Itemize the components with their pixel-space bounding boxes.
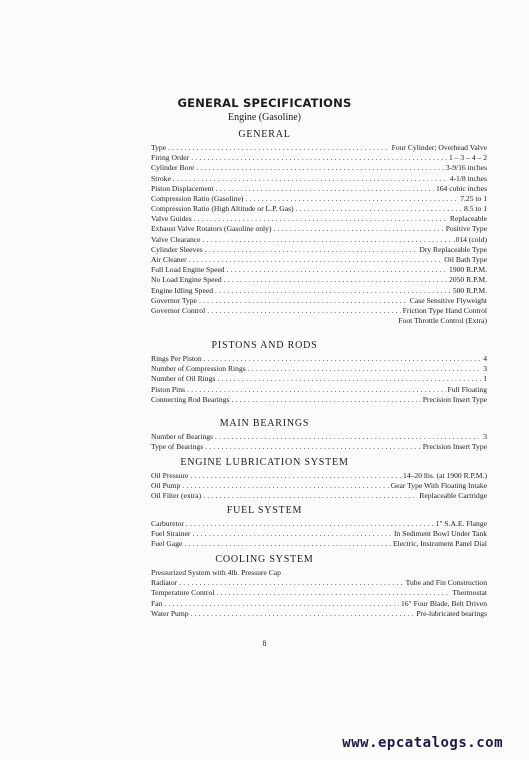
spec-label: Compression Ratio (High Altitude or L.P. Gas) [151, 204, 294, 214]
spec-value: 1" S.A.E. Flange [435, 518, 487, 528]
page-title: GENERAL SPECIFICATIONS [177, 96, 352, 110]
spec-value: 164 cubic inches [435, 183, 487, 193]
dot-leader [191, 609, 415, 619]
dot-leader [216, 588, 450, 598]
spec-value: Dry Replaceable Type [419, 244, 487, 254]
spec-value: 14–20 lbs. (at 1900 R.P.M.) [403, 470, 487, 480]
spec-value: 4-1/8 inches [449, 173, 487, 183]
spec-row [151, 529, 487, 539]
dot-leader [205, 442, 421, 452]
spec-list [151, 471, 487, 502]
dot-leader [217, 374, 481, 384]
spec-row [151, 519, 487, 529]
spec-row [151, 395, 487, 405]
spec-label: Temperature Control [151, 588, 215, 598]
spec-list [151, 432, 487, 452]
spec-value: 16" Four Blade, Belt Driven [401, 598, 487, 608]
spec-row [151, 235, 487, 245]
spec-label: Fuel Strainer [151, 529, 191, 539]
spec-value: Electric, Instrument Panel Dial [392, 539, 487, 549]
spec-list [151, 519, 487, 550]
spec-row [151, 184, 487, 194]
dot-leader [179, 578, 403, 588]
spec-value: 1 [483, 374, 487, 384]
page-subtitle: Engine (Gasoline) [227, 112, 302, 123]
spec-row [151, 471, 487, 481]
spec-label: Rings Per Piston [151, 353, 202, 363]
spec-row [151, 578, 487, 588]
dot-leader [191, 153, 447, 163]
spec-row [151, 194, 487, 204]
spec-value: Positive Type [445, 224, 487, 234]
dot-leader [189, 255, 443, 265]
spec-row [151, 153, 487, 163]
dot-leader [224, 275, 447, 285]
spec-row [151, 364, 487, 374]
spec-row [151, 265, 487, 275]
spec-label: Engine Idling Speed [151, 285, 214, 295]
spec-value: 3 [483, 431, 487, 441]
spec-label: Full Load Engine Speed [151, 265, 225, 275]
spec-row [151, 316, 487, 326]
dot-leader [215, 286, 451, 296]
spec-value: Gear Type With Floating Intake [390, 481, 487, 491]
spec-row [151, 225, 487, 235]
spec-value: Foot Throttle Control (Extra) [398, 316, 487, 326]
spec-value: Full Floating [447, 384, 487, 394]
watermark-text: www.epcatalogs.com [342, 735, 503, 751]
section-heading: COOLING SYSTEM [215, 554, 314, 565]
spec-value: 1 – 3 – 4 – 2 [449, 153, 487, 163]
dot-leader [205, 245, 418, 255]
dot-leader [231, 395, 420, 405]
spec-label: Governor Type [151, 295, 197, 305]
spec-label: Oil Pump [151, 481, 181, 491]
spec-label: Piston Pins [151, 384, 185, 394]
spec-label: Valve Clearance [151, 234, 201, 244]
spec-label: Number of Compression Rings [151, 364, 246, 374]
spec-label: No Load Engine Speed [151, 275, 222, 285]
spec-label: Type of Bearings [151, 442, 204, 452]
dot-leader [245, 194, 458, 204]
spec-row [151, 286, 487, 296]
spec-value: 3-9/16 inches [445, 163, 487, 173]
section-heading: PISTONS AND RODS [211, 340, 318, 351]
spec-list [151, 143, 487, 326]
spec-label: Compression Ratio (Gasoline) [151, 193, 244, 203]
dot-leader [187, 385, 446, 395]
spec-value: .014 (cold) [453, 234, 487, 244]
spec-value: 4 [483, 353, 487, 363]
spec-label: Fan [151, 598, 163, 608]
dot-leader [190, 471, 401, 481]
dot-leader [207, 306, 400, 316]
dot-leader [215, 432, 481, 442]
spec-row [151, 432, 487, 442]
spec-row [151, 245, 487, 255]
dot-leader [182, 481, 388, 491]
spec-value: Pre-lubricated bearings [416, 608, 487, 618]
spec-label: Stroke [151, 173, 171, 183]
spec-value: Replaceable [449, 214, 487, 224]
dot-leader [203, 235, 452, 245]
spec-row [151, 306, 487, 316]
spec-row [151, 143, 487, 153]
spec-value: Tube and Fin Construction [405, 578, 487, 588]
spec-row [151, 374, 487, 384]
spec-value: Oil Bath Type [444, 255, 487, 265]
dot-leader [204, 354, 482, 364]
dot-leader [203, 491, 417, 501]
spec-row [151, 491, 487, 501]
spec-row [151, 588, 487, 598]
dot-leader [227, 265, 447, 275]
spec-list [151, 354, 487, 405]
spec-list [151, 568, 487, 619]
spec-value: 7.25 to 1 [460, 193, 487, 203]
spec-label: Radiator [151, 578, 178, 588]
spec-label: Pressurized System with 4lb. Pressure Cap [151, 567, 281, 577]
spec-row [151, 568, 487, 578]
dot-leader [296, 204, 462, 214]
dot-leader [248, 364, 481, 374]
section-heading: GENERAL [238, 129, 291, 140]
spec-label: Connecting Rod Bearings [151, 394, 230, 404]
spec-value: 8.5 to 1 [464, 204, 487, 214]
dot-leader [216, 184, 434, 194]
spec-row [151, 204, 487, 214]
dot-leader [196, 163, 444, 173]
spec-label: Air Cleaner [151, 255, 187, 265]
dot-leader [199, 296, 408, 306]
spec-label: Carburetor [151, 518, 184, 528]
section-heading: FUEL SYSTEM [226, 505, 303, 516]
spec-row [151, 442, 487, 452]
spec-label: Valve Guides [151, 214, 192, 224]
dot-leader [164, 599, 399, 609]
spec-value: 500 R.P.M. [452, 285, 487, 295]
spec-row [151, 275, 487, 285]
spec-row [151, 599, 487, 609]
spec-label: Piston Displacement [151, 183, 214, 193]
spec-value: Case Sensitive Flyweight [409, 295, 487, 305]
section-heading: MAIN BEARINGS [219, 418, 310, 429]
spec-value: Precision Insert Type [422, 442, 487, 452]
spec-label: Number of Bearings [151, 431, 213, 441]
spec-row [151, 255, 487, 265]
spec-label: Exhaust Valve Rotators (Gasoline only) [151, 224, 272, 234]
spec-label: Governor Control [151, 305, 206, 315]
spec-row [151, 296, 487, 306]
spec-row [151, 174, 487, 184]
spec-value: Precision Insert Type [422, 394, 487, 404]
spec-label: Firing Order [151, 153, 190, 163]
spec-row [151, 354, 487, 364]
spec-value: Thermostat [452, 588, 487, 598]
section-heading: ENGINE LUBRICATION SYSTEM [180, 457, 349, 468]
spec-value: Friction Type Hand Control [402, 305, 487, 315]
spec-value: 3 [483, 364, 487, 374]
spec-value: 1900 R.P.M. [449, 265, 487, 275]
spec-value: Replaceable Cartridge [419, 491, 487, 501]
spec-label: Oil Filter (extra) [151, 491, 202, 501]
dot-leader [168, 143, 390, 153]
dot-leader [186, 519, 434, 529]
spec-value: 2050 R.P.M. [449, 275, 487, 285]
spec-row [151, 163, 487, 173]
spec-label: Water Pump [151, 608, 189, 618]
spec-value: Four Cylinder; Overhead Valve [391, 142, 487, 152]
dot-leader [192, 529, 392, 539]
spec-label: Type [151, 142, 167, 152]
spec-row [151, 481, 487, 491]
dot-leader [173, 174, 448, 184]
dot-leader [274, 224, 444, 234]
dot-leader [194, 214, 448, 224]
spec-label: Oil Pressure [151, 470, 189, 480]
spec-row [151, 385, 487, 395]
spec-row [151, 214, 487, 224]
dot-leader [184, 539, 391, 549]
spec-row [151, 609, 487, 619]
spec-label: Cylinder Sleeves [151, 244, 203, 254]
spec-label: Number of Oil Rings [151, 374, 216, 384]
page-number: 8 [262, 639, 267, 648]
spec-row [151, 539, 487, 549]
spec-value: In Sediment Bowl Under Tank [394, 529, 487, 539]
spec-label: Cylinder Bore [151, 163, 195, 173]
spec-label: Fuel Gage [151, 539, 183, 549]
